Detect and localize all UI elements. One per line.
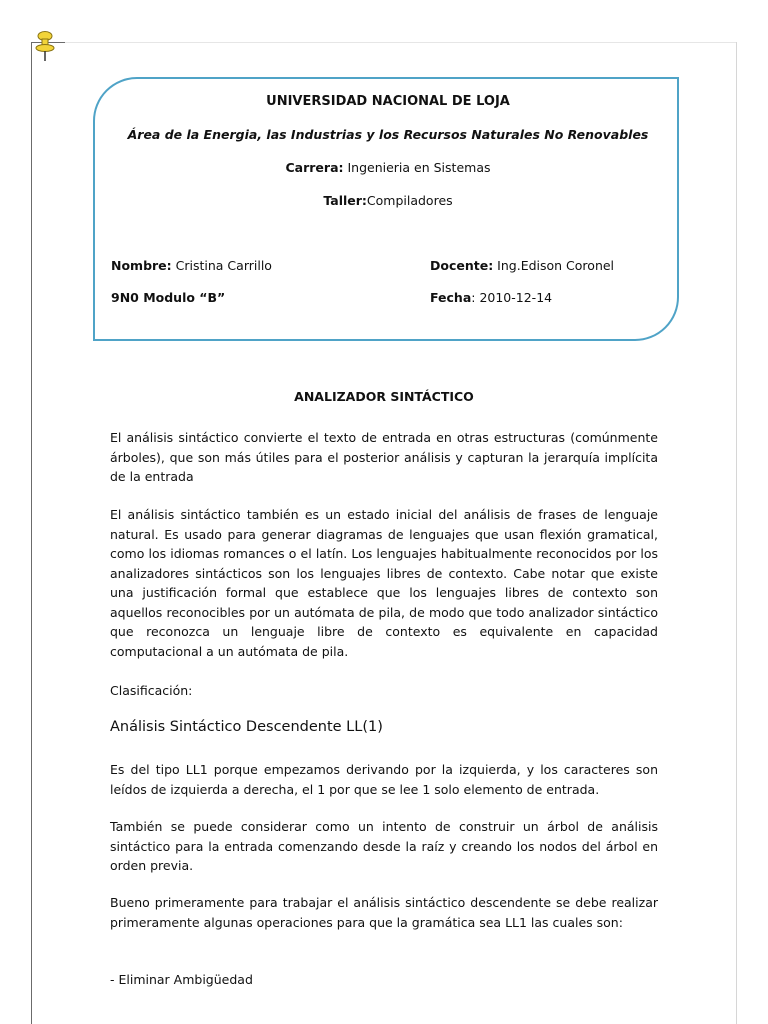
fecha-label: Fecha (430, 290, 472, 305)
carrera-line (95, 160, 681, 175)
fecha-value: : 2010-12-14 (471, 290, 553, 305)
nombre-value: Cristina Carrillo (171, 258, 272, 273)
docente-value: Ing.Edison Coronel (493, 258, 615, 273)
list-item: - Eliminar Ambigüedad (110, 972, 253, 987)
nombre-field (111, 258, 272, 273)
taller-line (95, 193, 681, 208)
document-title: ANALIZADOR SINTÁCTICO (294, 389, 474, 404)
taller-value: Compiladores (366, 193, 453, 208)
page-top-border-faint (65, 42, 736, 43)
section-subtitle: Análisis Sintáctico Descendente LL(1) (110, 719, 383, 735)
pushpin-icon[interactable] (33, 30, 57, 62)
classification-label: Clasificación: (110, 683, 193, 698)
paragraph-1: El análisis sintáctico convierte el texto de entrada en otras estructuras (comúnmente árboles), que son más útiles para el posterior análisis y capturan la jerarquía implícita de la entrada (110, 430, 658, 484)
docente-label: Docente: (430, 258, 494, 273)
area-name: Área de la Energia, las Industrias y los Recursos Naturales No Renovables (127, 127, 649, 142)
paragraph-5: Bueno primeramente para trabajar el análisis sintáctico descendente se debe realizar primeramente algunas operaciones para que la gramática sea LL1 las cuales son: (110, 895, 658, 930)
modulo-field: 9N0 Modulo “B” (111, 290, 226, 305)
page-right-border (736, 42, 737, 1024)
paragraph-4: También se puede considerar como un intento de construir un árbol de análisis sintáctico para la entrada comenzando desde la raíz y creando los nodos del árbol en orden previa. (110, 819, 658, 873)
header-box (93, 77, 679, 341)
nombre-label: Nombre: (111, 258, 172, 273)
university-name: UNIVERSIDAD NACIONAL DE LOJA (266, 94, 510, 109)
fecha-field (430, 290, 552, 305)
carrera-value: Ingenieria en Sistemas (343, 160, 491, 175)
paragraph-2: El análisis sintáctico también es un estado inicial del análisis de frases de lenguaje natural. Es usado para generar diagramas de lenguajes que usan flexión gramatical, como los idiomas romances o el latín. Los lenguajes habitualmente reconocidos por los analizadores sintácticos son los lenguajes libres de contexto. Cabe notar que existe una justificación formal que establece que los lenguajes libres de contexto son aquellos reconocibles por un autómata de pila, de modo que todo analizador sintáctico que reconozca un lenguaje libre de contexto es equivalente en capacidad computacional a un autómata de pila. (110, 507, 658, 659)
taller-label: Taller: (323, 193, 367, 208)
docente-field (430, 258, 614, 273)
carrera-label: Carrera: (285, 160, 344, 175)
page-left-border (31, 42, 32, 1024)
paragraph-3: Es del tipo LL1 porque empezamos derivando por la izquierda, y los caracteres son leídos de izquierda a derecha, el 1 por que se lee 1 solo elemento de entrada. (110, 762, 658, 797)
